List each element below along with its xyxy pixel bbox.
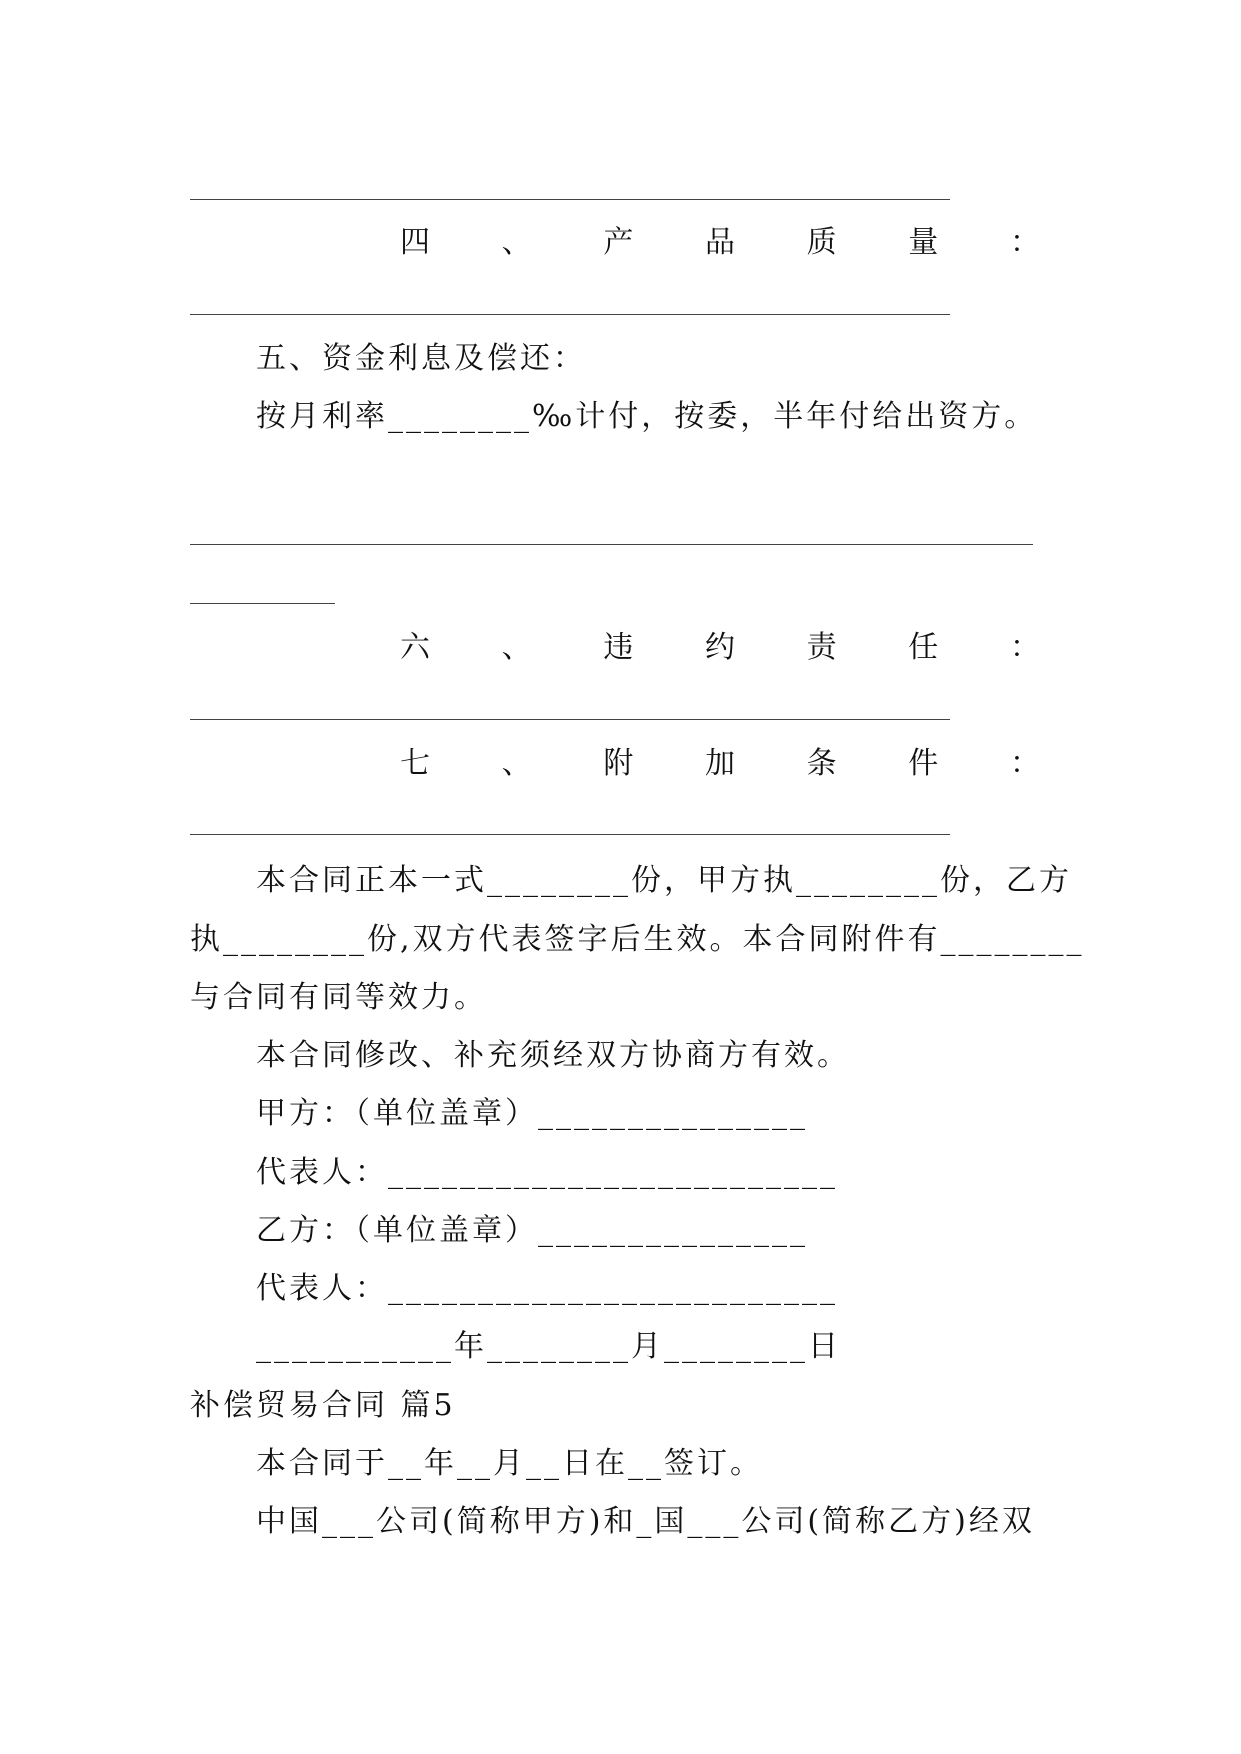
section-4-char: ： xyxy=(1009,225,1040,260)
section-6-char: 责 xyxy=(806,630,837,665)
party-a-seal: 甲方：（单位盖章）_______________ xyxy=(256,1096,808,1131)
copies-text-line: 与合同有同等效力。 xyxy=(190,980,487,1015)
copies-text-line: 本合同正本一式________份，甲方执________份，乙方 xyxy=(256,863,1072,898)
section-6-char: 六 xyxy=(400,630,430,665)
section-4-title xyxy=(400,225,1040,260)
signing-info-text: 本合同于__年__月__日在__签订。 xyxy=(256,1446,763,1481)
section-7-title xyxy=(400,746,1040,781)
section-7-char: 七 xyxy=(400,746,430,781)
section-4-char: 品 xyxy=(704,225,735,260)
blank-rule xyxy=(190,199,950,200)
copies-text-line: 执________份,双方代表签字后生效。本合同附件有________ xyxy=(190,922,1085,957)
section-heading: 补偿贸易合同 篇5 xyxy=(190,1388,456,1423)
section-6-char: 违 xyxy=(603,630,634,665)
parties-intro-text: 中国___公司(简称甲方)和_国___公司(简称乙方)经双 xyxy=(256,1504,1035,1539)
interest-rate-text: 按月利率________‰计付，按委，半年付给出资方。 xyxy=(256,399,1038,434)
blank-rule xyxy=(190,603,335,604)
party-a-representative: 代表人：_________________________ xyxy=(256,1155,838,1190)
section-4-char: 质 xyxy=(806,225,837,260)
section-7-char: 附 xyxy=(603,746,634,781)
section-6-char: 、 xyxy=(501,630,532,665)
amendment-text: 本合同修改、补充须经双方协商方有效。 xyxy=(256,1038,850,1073)
section-7-char: 件 xyxy=(908,746,939,781)
blank-rule xyxy=(190,544,1033,545)
section-7-char: 、 xyxy=(501,746,532,781)
section-4-char: 四 xyxy=(400,225,430,260)
section-5-title: 五、资金利息及偿还： xyxy=(256,341,586,376)
blank-rule xyxy=(190,719,950,720)
section-6-char: 任 xyxy=(908,630,939,665)
section-4-char: 量 xyxy=(908,225,939,260)
section-7-char: 加 xyxy=(704,746,735,781)
section-6-char: 约 xyxy=(704,630,735,665)
section-4-char: 产 xyxy=(603,225,634,260)
section-7-char: 条 xyxy=(806,746,837,781)
signing-date: ___________年________月________日 xyxy=(256,1329,841,1364)
party-b-representative: 代表人：_________________________ xyxy=(256,1271,838,1306)
blank-rule xyxy=(190,834,950,835)
section-4-char: 、 xyxy=(501,225,532,260)
section-6-char: ： xyxy=(1009,630,1040,665)
party-b-seal: 乙方：（单位盖章）_______________ xyxy=(256,1213,808,1248)
blank-rule xyxy=(190,314,950,315)
section-7-char: ： xyxy=(1009,746,1040,781)
section-6-title xyxy=(400,630,1040,665)
